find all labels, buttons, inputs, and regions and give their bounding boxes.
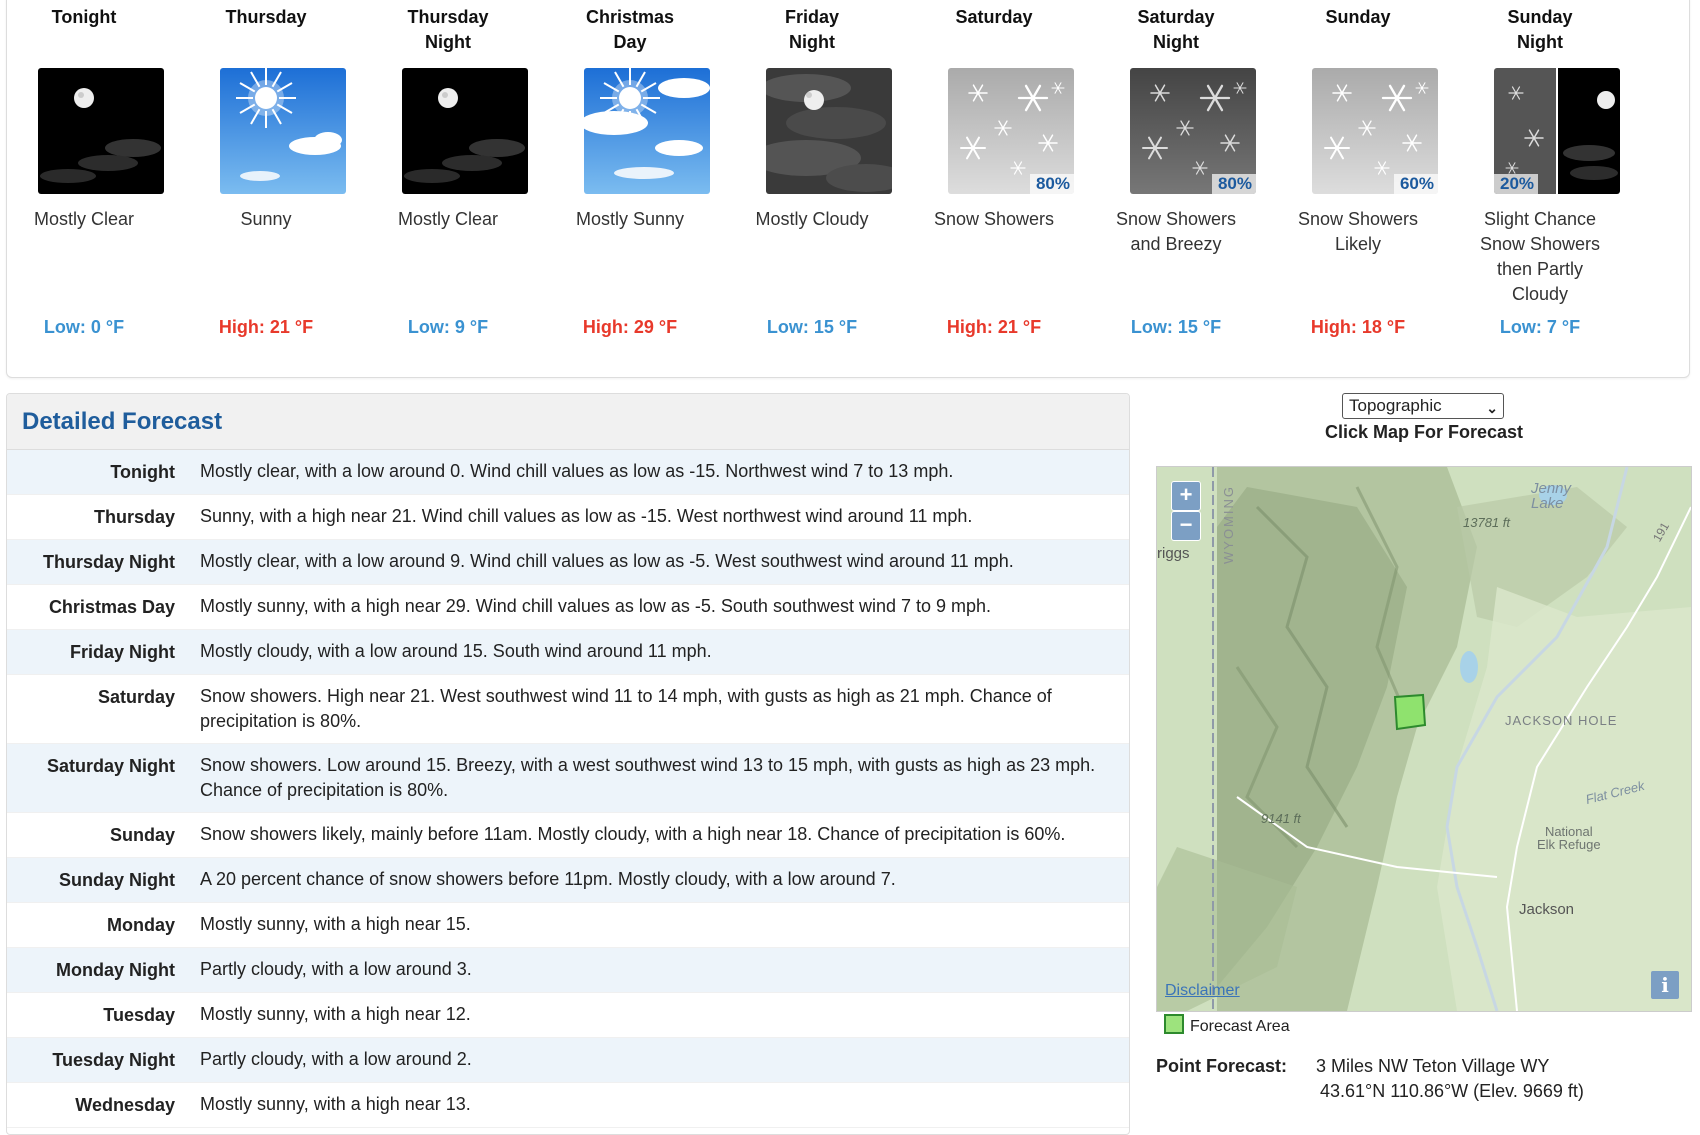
short-description-line: Mostly Clear: [33, 209, 135, 229]
detailed-forecast-text: Mostly clear, with a low around 0. Wind chill values as low as -15. Northwest wind 7 to 13 mph.: [200, 461, 954, 481]
night-mostly-clear-icon: [402, 68, 528, 194]
detailed-forecast-text: Snow showers. Low around 15. Breezy, with a west southwest wind 13 to 15 mph, with gusts as high as 23 mph. Chance of precipitation is 80%.: [200, 755, 1096, 800]
precip-chance: 80%: [1212, 174, 1256, 194]
precip-chance: 80%: [1030, 174, 1074, 194]
topographic-map[interactable]: [1157, 467, 1691, 1011]
period-name-line: Thursday: [225, 7, 307, 27]
period-name-line: Saturday: [1137, 7, 1215, 27]
short-description-line: Mostly Sunny: [575, 209, 685, 229]
short-description-line: and Breezy: [1130, 234, 1222, 254]
short-description-line: Likely: [1334, 234, 1382, 254]
detailed-forecast-text: Snow showers likely, mainly before 11am. Mostly cloudy, with a high near 18. Chance of precipitation is 60%.: [200, 824, 1066, 844]
short-description-line: Sunny: [240, 209, 292, 229]
detailed-forecast-row: [7, 744, 1129, 813]
disclaimer-link[interactable]: Disclaimer: [1165, 982, 1240, 999]
forecast-map[interactable]: [1156, 466, 1692, 1012]
detailed-forecast-title: Detailed Forecast: [22, 408, 223, 435]
high-temperature: High: 29 °F: [582, 317, 678, 337]
period-name-line: Sunday: [1507, 7, 1573, 27]
chevron-down-icon: ⌄: [1486, 400, 1498, 416]
precip-chance: 60%: [1394, 174, 1438, 194]
detailed-forecast-period: Friday Night: [69, 642, 175, 662]
detailed-forecast-row: [7, 948, 1129, 993]
period-name: [0, 5, 175, 30]
low-temperature: Low: 0 °F: [43, 317, 125, 337]
detailed-forecast-period: Tonight: [110, 462, 175, 482]
detailed-forecast-row: [7, 858, 1129, 903]
detailed-forecast-header: [7, 394, 1129, 450]
sunny-icon: [220, 68, 346, 194]
high-temperature: High: 18 °F: [1310, 317, 1406, 337]
map-legend: [1164, 1014, 1290, 1036]
period-name-line: Thursday: [407, 7, 489, 27]
period-name-line: Friday: [784, 7, 840, 27]
detailed-forecast-row: [7, 540, 1129, 585]
point-forecast-label: Point Forecast:: [1156, 1056, 1288, 1076]
low-temperature: Low: 15 °F: [766, 317, 858, 337]
detailed-forecast-text: Partly cloudy, with a low around 3.: [200, 959, 472, 979]
short-description: [539, 207, 721, 232]
short-description-line: Slight Chance: [1483, 209, 1597, 229]
mostly-sunny-icon: [584, 68, 710, 194]
period-name-line: Tonight: [51, 7, 117, 27]
high-temperature: High: 21 °F: [218, 317, 314, 337]
period-name-line: Sunday: [1325, 7, 1391, 27]
forecast-strip: [6, 0, 1690, 378]
high-temperature: High: 21 °F: [946, 317, 1042, 337]
detailed-forecast-panel: [6, 393, 1130, 1135]
period-name: [539, 5, 721, 55]
period-name-line: Night: [1153, 32, 1199, 52]
click-map-label: Click Map For Forecast: [1324, 422, 1524, 442]
short-description: [357, 207, 539, 232]
map-label-jenny-lake: Jenny Lake: [1531, 480, 1572, 512]
detailed-forecast-text: Snow showers. High near 21. West southwest wind 11 to 14 mph, with gusts as high as 21 mph. Chance of precipitation is 80%.: [200, 686, 1052, 731]
short-description-line: Snow Showers: [1297, 209, 1419, 229]
detailed-forecast-period: Sunday: [109, 825, 175, 845]
zoom-out-button[interactable]: −: [1171, 511, 1201, 541]
short-description: [175, 207, 357, 232]
detailed-forecast-period: Thursday Night: [42, 552, 175, 572]
detailed-forecast-row: [7, 675, 1129, 744]
period-name: [357, 5, 539, 55]
period-name-line: Christmas: [585, 7, 675, 27]
map-label-wyoming: WYOMING: [1221, 485, 1236, 564]
point-forecast-location: 3 Miles NW Teton Village WY: [1316, 1056, 1550, 1076]
detailed-forecast-row: [7, 495, 1129, 540]
map-label-flat-creek: Flat Creek: [1584, 777, 1646, 808]
detailed-forecast-row: [7, 993, 1129, 1038]
precip-chance: 20%: [1494, 174, 1538, 194]
detailed-forecast-period: Monday: [106, 915, 175, 935]
short-description: [1449, 207, 1631, 307]
info-icon[interactable]: i: [1651, 971, 1679, 999]
detailed-forecast-text: Mostly sunny, with a high near 12.: [200, 1004, 471, 1024]
detailed-forecast-row: [7, 903, 1129, 948]
forecast-area-swatch: [1164, 1014, 1184, 1034]
point-forecast-coordinates: 43.61°N 110.86°W (Elev. 9669 ft): [1320, 1081, 1584, 1101]
night-mostly-clear-icon: [38, 68, 164, 194]
short-description-line: Cloudy: [1511, 284, 1569, 304]
low-temperature: Low: 9 °F: [407, 317, 489, 337]
period-name-line: Day: [613, 32, 647, 52]
map-type-select[interactable]: [1342, 393, 1504, 419]
period-name-line: Saturday: [955, 7, 1033, 27]
snow-day-icon: [948, 68, 1074, 194]
short-description-line: Snow Showers: [933, 209, 1055, 229]
detailed-forecast-text: Mostly sunny, with a high near 15.: [200, 914, 471, 934]
period-name-line: Night: [789, 32, 835, 52]
short-description-line: Snow Showers: [1115, 209, 1237, 229]
low-temperature: Low: 15 °F: [1130, 317, 1222, 337]
period-name-line: Night: [1517, 32, 1563, 52]
detailed-forecast-text: Partly cloudy, with a low around 2.: [200, 1049, 472, 1069]
short-description-line: then Partly: [1496, 259, 1584, 279]
night-mostly-cloudy-icon: [766, 68, 892, 194]
detailed-forecast-period: Christmas Day: [48, 597, 175, 617]
detailed-forecast-period: Tuesday Night: [52, 1050, 175, 1070]
detailed-forecast-period: Tuesday: [103, 1005, 175, 1025]
detailed-forecast-rows: [7, 450, 1129, 1128]
period-name-line: Night: [425, 32, 471, 52]
short-description: [1267, 207, 1449, 257]
detailed-forecast-period: Sunday Night: [59, 870, 175, 890]
snow-day-icon: [1312, 68, 1438, 194]
detailed-forecast-row: [7, 1083, 1129, 1128]
detailed-forecast-text: Mostly sunny, with a high near 29. Wind chill values as low as -5. South southwest wind 7 to 9 mph.: [200, 596, 992, 616]
detailed-forecast-text: Mostly cloudy, with a low around 15. South wind around 11 mph.: [200, 641, 712, 661]
map-label-jackson: Jackson: [1519, 901, 1575, 918]
map-label-jackson-hole: JACKSON HOLE: [1505, 713, 1618, 728]
map-label-elk-refuge: National Elk Refuge: [1537, 824, 1601, 852]
map-label-driggs: riggs: [1157, 545, 1190, 562]
map-type-value: Topographic: [1349, 396, 1442, 415]
short-description: [903, 207, 1085, 232]
short-description-line: Snow Showers: [1479, 234, 1601, 254]
detailed-forecast-text: Mostly clear, with a low around 9. Wind chill values as low as -5. West southwest wind around 11 mph.: [200, 551, 1014, 571]
map-label-highway-191: 191: [1649, 519, 1673, 545]
detailed-forecast-row: [7, 1038, 1129, 1083]
period-name: [903, 5, 1085, 30]
snow-night-icon: [1130, 68, 1256, 194]
detailed-forecast-period: Monday Night: [56, 960, 175, 980]
period-name: [1085, 5, 1267, 55]
detailed-forecast-period: Wednesday: [75, 1095, 175, 1115]
period-name: [175, 5, 357, 30]
short-description: [721, 207, 903, 232]
map-label-elevation-13781: 13781 ft: [1463, 515, 1510, 530]
zoom-in-button[interactable]: +: [1171, 481, 1201, 511]
legend-label: Forecast Area: [1190, 1018, 1290, 1035]
period-name: [1449, 5, 1631, 55]
short-description: [0, 207, 175, 232]
detailed-forecast-period: Saturday Night: [46, 756, 175, 776]
period-name: [1267, 5, 1449, 30]
short-description-line: Mostly Clear: [397, 209, 499, 229]
detailed-forecast-row: [7, 585, 1129, 630]
short-description-line: Mostly Cloudy: [755, 209, 869, 229]
detailed-forecast-row: [7, 813, 1129, 858]
detailed-forecast-row: [7, 450, 1129, 495]
detailed-forecast-row: [7, 630, 1129, 675]
snow-then-partly-cloudy-icon: [1494, 68, 1620, 194]
period-name: [721, 5, 903, 55]
detailed-forecast-period: Thursday: [93, 507, 175, 527]
detailed-forecast-text: Sunny, with a high near 21. Wind chill values as low as -15. West northwest wind around 11 mph.: [200, 506, 973, 526]
detailed-forecast-text: Mostly sunny, with a high near 13.: [200, 1094, 471, 1114]
map-label-elevation-9141: 9141 ft: [1261, 811, 1301, 826]
detailed-forecast-period: Saturday: [97, 687, 175, 707]
forecast-area-box[interactable]: [1395, 695, 1425, 729]
low-temperature: Low: 7 °F: [1499, 317, 1581, 337]
short-description: [1085, 207, 1267, 257]
detailed-forecast-text: A 20 percent chance of snow showers before 11pm. Mostly cloudy, with a low around 7.: [200, 869, 896, 889]
